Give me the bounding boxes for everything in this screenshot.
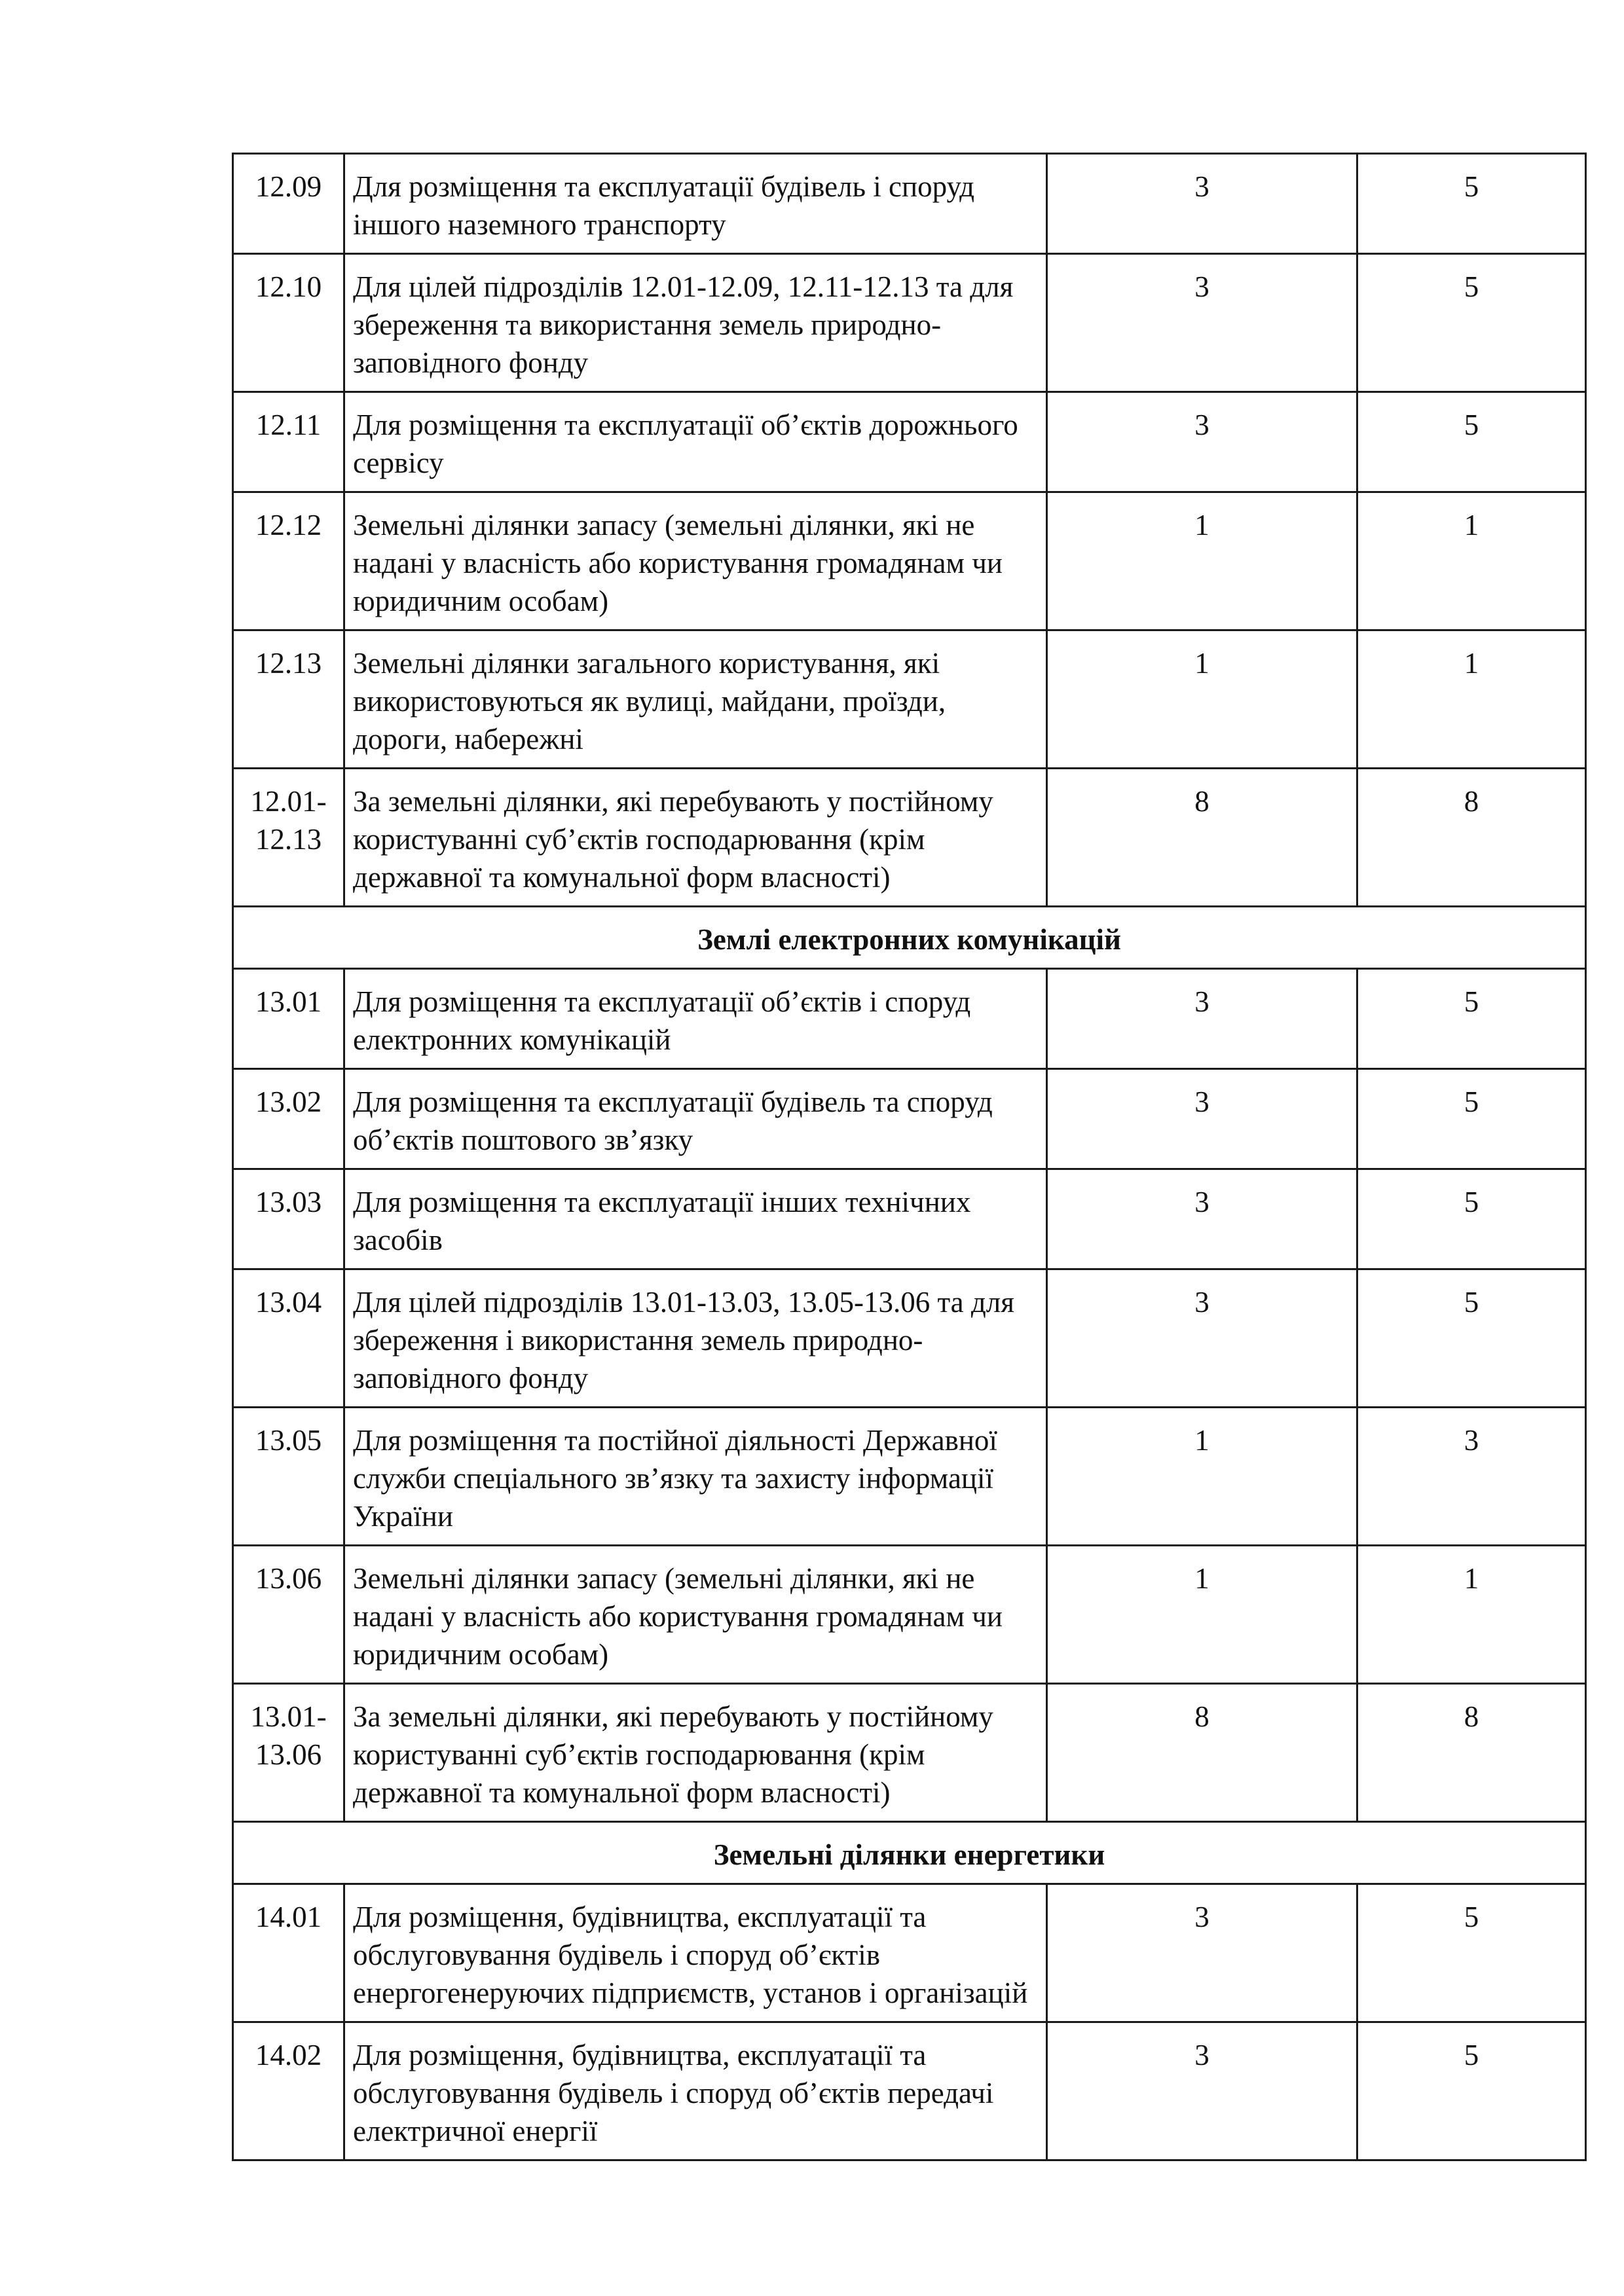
row-purpose: Для розміщення та постійної діяльності Державної служби спеціального зв’язку та захисту інформації України [344,1408,1047,1546]
row-purpose: Для цілей підрозділів 12.01-12.09, 12.11-12.13 та для збереження та використання земель природно-заповідного фонду [344,254,1047,392]
row-purpose: Для розміщення та експлуатації об’єктів і споруд електронних комунікацій [344,969,1047,1069]
row-code: 13.05 [233,1408,344,1546]
row-purpose: Для розміщення та експлуатації будівель та споруд об’єктів поштового зв’язку [344,1069,1047,1169]
row-rate-b: 1 [1357,630,1586,769]
row-purpose: Для розміщення, будівництва, експлуатації та обслуговування будівель і споруд об’єктів передачі електричної енергії [344,2022,1047,2160]
row-purpose: За земельні ділянки, які перебувають у постійному користуванні суб’єктів господарювання (крім державної та комунальної форм власності) [344,1684,1047,1822]
row-rate-b: 5 [1357,1169,1586,1269]
row-rate-a: 3 [1047,254,1357,392]
table-row [233,1408,1586,1546]
table-row [233,1546,1586,1684]
table-row [233,392,1586,492]
row-code: 13.02 [233,1069,344,1169]
section-title: Землі електронних комунікацій [233,907,1586,969]
row-purpose: Для розміщення та експлуатації будівель і споруд іншого наземного транспорту [344,154,1047,254]
row-purpose: Земельні ділянки запасу (земельні ділянки, які не надані у власність або користування громадянам чи юридичним особам) [344,492,1047,630]
row-purpose: Для цілей підрозділів 13.01-13.03, 13.05-13.06 та для збереження і використання земель природно-заповідного фонду [344,1269,1047,1408]
row-purpose: Для розміщення та експлуатації інших технічних засобів [344,1169,1047,1269]
rates-table-body [233,154,1586,2160]
table-row [233,769,1586,907]
row-rate-a: 3 [1047,1884,1357,2022]
table-row [233,1269,1586,1408]
table-row [233,1069,1586,1169]
row-rate-b: 5 [1357,2022,1586,2160]
row-code: 13.01 [233,969,344,1069]
section-header-row [233,1822,1586,1884]
row-rate-b: 5 [1357,1884,1586,2022]
row-rate-b: 5 [1357,392,1586,492]
table-row [233,630,1586,769]
row-code: 12.13 [233,630,344,769]
row-rate-b: 3 [1357,1408,1586,1546]
row-rate-a: 3 [1047,969,1357,1069]
row-rate-a: 3 [1047,392,1357,492]
table-row [233,1169,1586,1269]
row-purpose: Земельні ділянки загального користування, які використовуються як вулиці, майдани, проїзди, дороги, набережні [344,630,1047,769]
row-code: 12.09 [233,154,344,254]
row-rate-a: 1 [1047,492,1357,630]
row-purpose: Для розміщення та експлуатації об’єктів дорожнього сервісу [344,392,1047,492]
row-rate-b: 1 [1357,492,1586,630]
row-purpose: Земельні ділянки запасу (земельні ділянки, які не надані у власність або користування громадянам чи юридичним особам) [344,1546,1047,1684]
row-code: 14.02 [233,2022,344,2160]
rates-table [232,153,1587,2161]
row-rate-a: 1 [1047,630,1357,769]
table-row [233,154,1586,254]
row-rate-a: 3 [1047,2022,1357,2160]
row-rate-b: 5 [1357,969,1586,1069]
row-rate-a: 3 [1047,1069,1357,1169]
table-row [233,1884,1586,2022]
row-rate-b: 8 [1357,769,1586,907]
table-row [233,492,1586,630]
row-rate-a: 3 [1047,154,1357,254]
row-code: 13.03 [233,1169,344,1269]
row-code: 12.01-12.13 [233,769,344,907]
row-code: 12.11 [233,392,344,492]
row-code: 12.12 [233,492,344,630]
row-rate-b: 5 [1357,1269,1586,1408]
row-purpose: Для розміщення, будівництва, експлуатації та обслуговування будівель і споруд об’єктів енергогенеруючих підприємств, установ і організацій [344,1884,1047,2022]
row-rate-a: 8 [1047,1684,1357,1822]
section-title: Земельні ділянки енергетики [233,1822,1586,1884]
row-code: 12.10 [233,254,344,392]
row-code: 14.01 [233,1884,344,2022]
row-rate-b: 5 [1357,154,1586,254]
table-row [233,969,1586,1069]
row-rate-a: 1 [1047,1546,1357,1684]
row-rate-a: 3 [1047,1169,1357,1269]
table-row [233,2022,1586,2160]
table-row [233,254,1586,392]
row-rate-b: 5 [1357,254,1586,392]
row-rate-a: 8 [1047,769,1357,907]
row-purpose: За земельні ділянки, які перебувають у постійному користуванні суб’єктів господарювання (крім державної та комунальної форм власності) [344,769,1047,907]
row-code: 13.04 [233,1269,344,1408]
table-row [233,1684,1586,1822]
row-rate-b: 5 [1357,1069,1586,1169]
row-code: 13.01-13.06 [233,1684,344,1822]
row-rate-b: 1 [1357,1546,1586,1684]
row-rate-a: 1 [1047,1408,1357,1546]
row-rate-a: 3 [1047,1269,1357,1408]
section-header-row [233,907,1586,969]
row-rate-b: 8 [1357,1684,1586,1822]
row-code: 13.06 [233,1546,344,1684]
